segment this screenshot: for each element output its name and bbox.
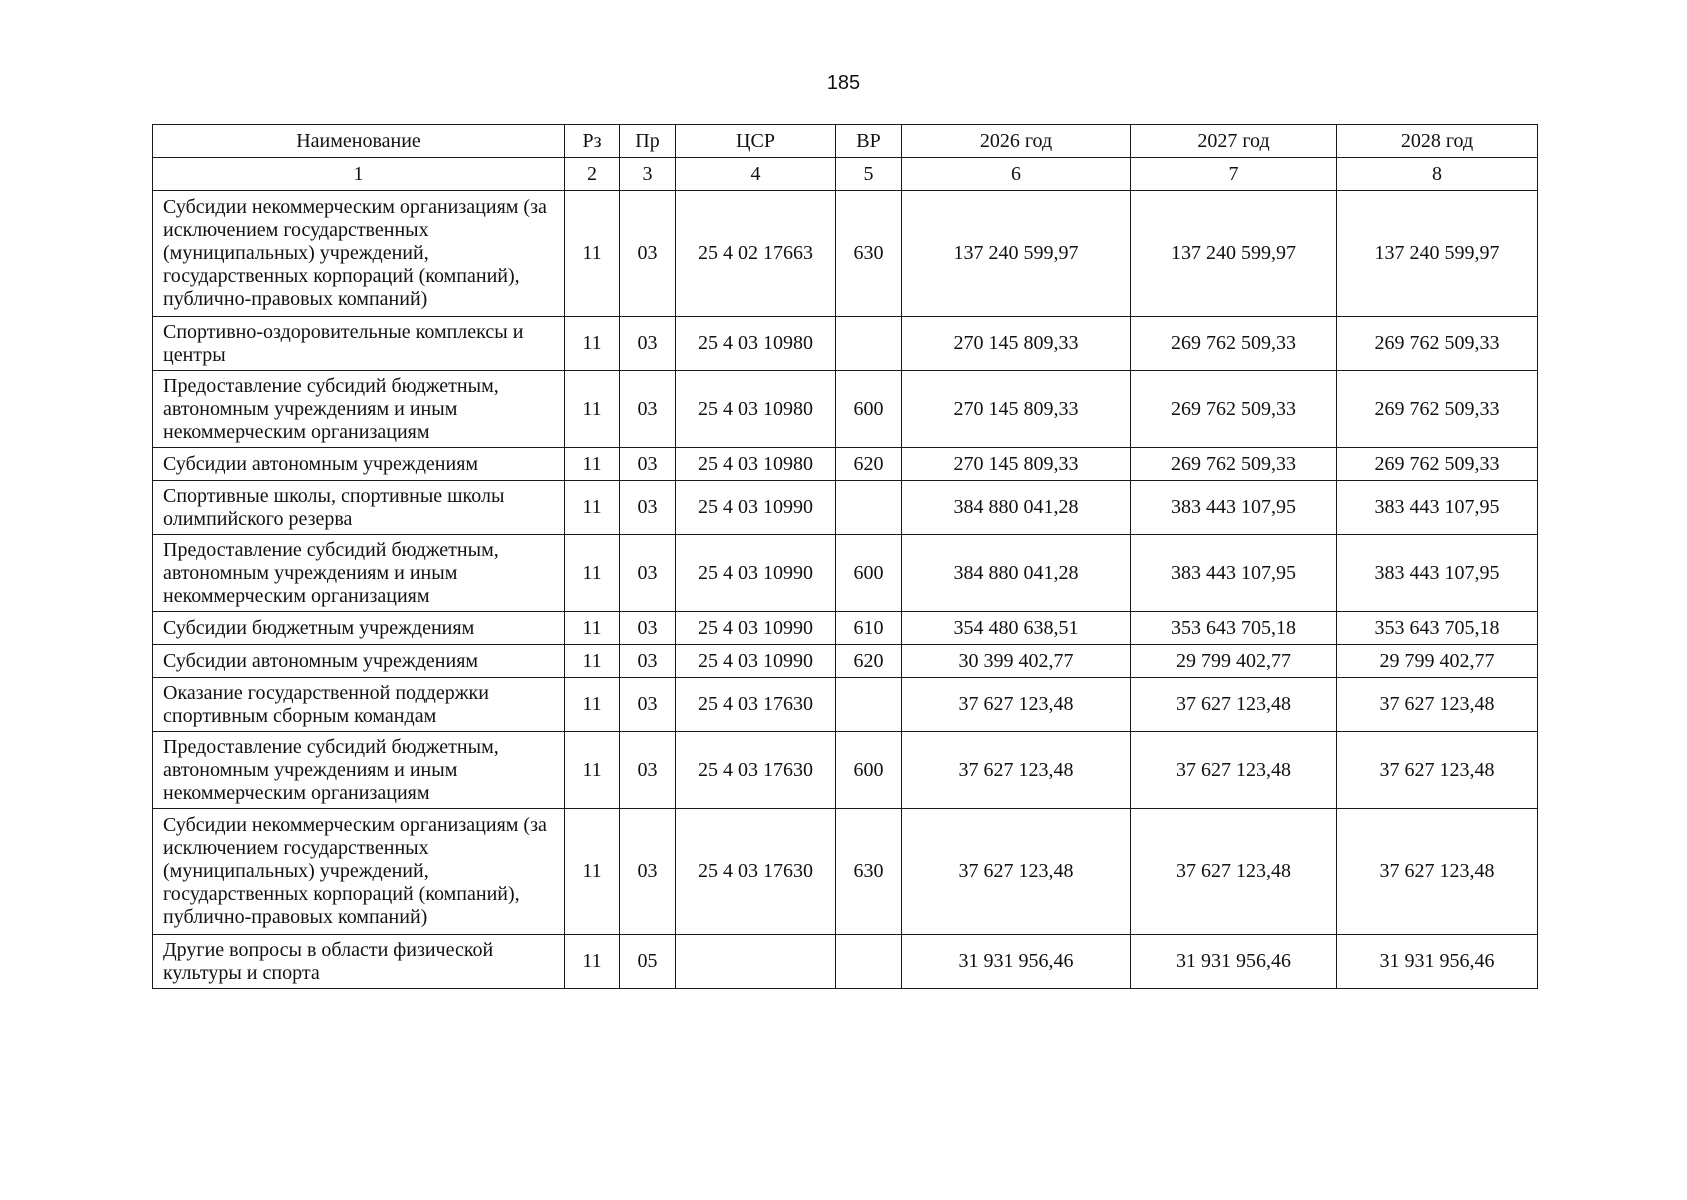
- row-csr: 25 4 03 17630: [676, 678, 836, 732]
- row-name: Субсидии некоммерческим организациям (за исключением государственных (муниципальных) учреждений, государственных корпораций (компаний), публично-правовых компаний): [153, 809, 565, 935]
- row-csr: 25 4 03 17630: [676, 732, 836, 809]
- row-rz: 11: [565, 678, 620, 732]
- row-rz: 11: [565, 732, 620, 809]
- table-row: [153, 809, 1538, 935]
- row-2028: 137 240 599,97: [1337, 191, 1538, 317]
- row-2028: 31 931 956,46: [1337, 935, 1538, 989]
- row-2027: 29 799 402,77: [1131, 645, 1337, 678]
- column-number: 3: [620, 158, 676, 191]
- row-pr: 03: [620, 535, 676, 612]
- row-2027: 383 443 107,95: [1131, 535, 1337, 612]
- row-2026: 270 145 809,33: [902, 371, 1131, 448]
- row-pr: 03: [620, 191, 676, 317]
- row-pr: 03: [620, 809, 676, 935]
- row-2028: 353 643 705,18: [1337, 612, 1538, 645]
- header-pr: Пр: [620, 125, 676, 158]
- row-csr: 25 4 03 10980: [676, 317, 836, 371]
- table-row: [153, 935, 1538, 989]
- row-name: Субсидии автономным учреждениям: [153, 448, 565, 481]
- row-csr: 25 4 03 10990: [676, 612, 836, 645]
- row-name: Спортивные школы, спортивные школы олимпийского резерва: [153, 481, 565, 535]
- header-name: Наименование: [153, 125, 565, 158]
- row-name: Предоставление субсидий бюджетным, автономным учреждениям и иным некоммерческим организациям: [153, 535, 565, 612]
- row-pr: 03: [620, 481, 676, 535]
- row-2027: 31 931 956,46: [1131, 935, 1337, 989]
- table-row: [153, 481, 1538, 535]
- row-2027: 269 762 509,33: [1131, 317, 1337, 371]
- budget-table: [152, 124, 1538, 989]
- row-rz: 11: [565, 448, 620, 481]
- row-2027: 269 762 509,33: [1131, 448, 1337, 481]
- row-pr: 05: [620, 935, 676, 989]
- row-2028: 29 799 402,77: [1337, 645, 1538, 678]
- row-rz: 11: [565, 935, 620, 989]
- row-2028: 383 443 107,95: [1337, 481, 1538, 535]
- column-number: 7: [1131, 158, 1337, 191]
- row-csr: 25 4 02 17663: [676, 191, 836, 317]
- row-pr: 03: [620, 448, 676, 481]
- row-rz: 11: [565, 535, 620, 612]
- row-vr: 600: [836, 535, 902, 612]
- row-2026: 37 627 123,48: [902, 732, 1131, 809]
- row-2027: 269 762 509,33: [1131, 371, 1337, 448]
- row-2026: 137 240 599,97: [902, 191, 1131, 317]
- row-2026: 30 399 402,77: [902, 645, 1131, 678]
- row-pr: 03: [620, 317, 676, 371]
- column-number-row: [153, 158, 1538, 191]
- header-2026: 2026 год: [902, 125, 1131, 158]
- row-pr: 03: [620, 732, 676, 809]
- row-name: Субсидии некоммерческим организациям (за исключением государственных (муниципальных) учреждений, государственных корпораций (компаний), публично-правовых компаний): [153, 191, 565, 317]
- row-vr: [836, 481, 902, 535]
- table-row: [153, 317, 1538, 371]
- row-vr: 610: [836, 612, 902, 645]
- row-name: Субсидии бюджетным учреждениям: [153, 612, 565, 645]
- row-name: Предоставление субсидий бюджетным, автономным учреждениям и иным некоммерческим организациям: [153, 732, 565, 809]
- row-csr: 25 4 03 17630: [676, 809, 836, 935]
- row-2027: 383 443 107,95: [1131, 481, 1337, 535]
- row-name: Спортивно-оздоровительные комплексы и центры: [153, 317, 565, 371]
- header-2028: 2028 год: [1337, 125, 1538, 158]
- row-2028: 37 627 123,48: [1337, 678, 1538, 732]
- table-row: [153, 371, 1538, 448]
- row-csr: 25 4 03 10980: [676, 448, 836, 481]
- page-number: 185: [826, 72, 861, 94]
- row-vr: 630: [836, 809, 902, 935]
- row-2026: 270 145 809,33: [902, 448, 1131, 481]
- row-2026: 37 627 123,48: [902, 809, 1131, 935]
- row-csr: 25 4 03 10990: [676, 535, 836, 612]
- column-number: 2: [565, 158, 620, 191]
- row-2027: 137 240 599,97: [1131, 191, 1337, 317]
- row-csr: 25 4 03 10990: [676, 481, 836, 535]
- row-2028: 269 762 509,33: [1337, 317, 1538, 371]
- table-row: [153, 191, 1538, 317]
- row-rz: 11: [565, 645, 620, 678]
- row-2027: 37 627 123,48: [1131, 732, 1337, 809]
- table-row: [153, 678, 1538, 732]
- row-2026: 354 480 638,51: [902, 612, 1131, 645]
- row-vr: 600: [836, 732, 902, 809]
- table-row: [153, 645, 1538, 678]
- row-rz: 11: [565, 371, 620, 448]
- row-vr: [836, 678, 902, 732]
- row-pr: 03: [620, 371, 676, 448]
- row-vr: 630: [836, 191, 902, 317]
- row-vr: [836, 317, 902, 371]
- header-rz: Рз: [565, 125, 620, 158]
- row-2026: 384 880 041,28: [902, 481, 1131, 535]
- row-2026: 31 931 956,46: [902, 935, 1131, 989]
- row-rz: 11: [565, 481, 620, 535]
- row-csr: [676, 935, 836, 989]
- row-2026: 37 627 123,48: [902, 678, 1131, 732]
- row-2027: 353 643 705,18: [1131, 612, 1337, 645]
- row-pr: 03: [620, 612, 676, 645]
- row-rz: 11: [565, 191, 620, 317]
- row-name: Оказание государственной поддержки спортивным сборным командам: [153, 678, 565, 732]
- row-vr: 620: [836, 645, 902, 678]
- header-vr: ВР: [836, 125, 902, 158]
- row-csr: 25 4 03 10990: [676, 645, 836, 678]
- row-pr: 03: [620, 645, 676, 678]
- row-name: Другие вопросы в области физической культуры и спорта: [153, 935, 565, 989]
- table-row: [153, 535, 1538, 612]
- row-rz: 11: [565, 612, 620, 645]
- table-header-row: [153, 125, 1538, 158]
- row-2028: 37 627 123,48: [1337, 732, 1538, 809]
- table-row: [153, 732, 1538, 809]
- row-rz: 11: [565, 317, 620, 371]
- row-vr: 600: [836, 371, 902, 448]
- header-2027: 2027 год: [1131, 125, 1337, 158]
- row-2026: 384 880 041,28: [902, 535, 1131, 612]
- row-2026: 270 145 809,33: [902, 317, 1131, 371]
- row-name: Предоставление субсидий бюджетным, автономным учреждениям и иным некоммерческим организациям: [153, 371, 565, 448]
- column-number: 5: [836, 158, 902, 191]
- row-2028: 37 627 123,48: [1337, 809, 1538, 935]
- row-csr: 25 4 03 10980: [676, 371, 836, 448]
- row-name: Субсидии автономным учреждениям: [153, 645, 565, 678]
- row-2027: 37 627 123,48: [1131, 809, 1337, 935]
- column-number: 8: [1337, 158, 1538, 191]
- row-2027: 37 627 123,48: [1131, 678, 1337, 732]
- column-number: 4: [676, 158, 836, 191]
- column-number: 6: [902, 158, 1131, 191]
- row-2028: 269 762 509,33: [1337, 448, 1538, 481]
- row-vr: 620: [836, 448, 902, 481]
- row-rz: 11: [565, 809, 620, 935]
- row-2028: 269 762 509,33: [1337, 371, 1538, 448]
- row-pr: 03: [620, 678, 676, 732]
- row-vr: [836, 935, 902, 989]
- row-2028: 383 443 107,95: [1337, 535, 1538, 612]
- table-row: [153, 612, 1538, 645]
- header-csr: ЦСР: [676, 125, 836, 158]
- column-number: 1: [153, 158, 565, 191]
- table-row: [153, 448, 1538, 481]
